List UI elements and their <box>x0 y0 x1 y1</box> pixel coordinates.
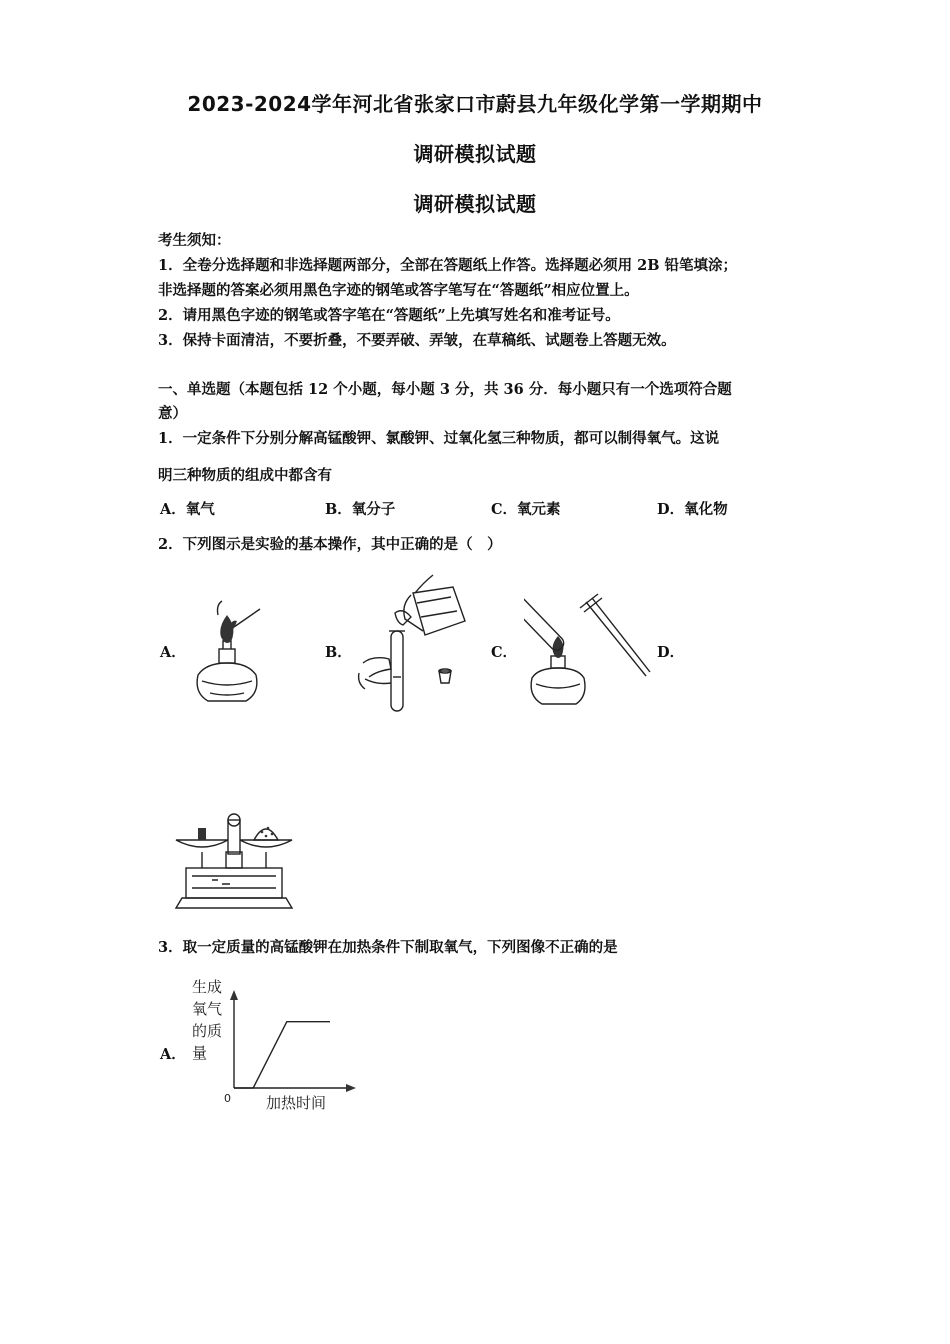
x-axis-label: 加热时间 <box>266 1094 327 1112</box>
q2-label-d: D． <box>657 644 685 661</box>
q1-stem: 1．一定条件下分别分解高锰酸钾、氯酸钾、过氧化氢三种物质，都可以制得氧气。这说 <box>158 430 720 447</box>
balance-scale-icon <box>172 812 296 912</box>
pouring-liquid-icon <box>353 573 473 718</box>
y-axis-label-line: 的质 <box>192 1022 223 1040</box>
q2-stem: 2．下列图示是实验的基本操作，其中正确的是（ ） <box>158 536 502 553</box>
notice-item-1a: 1．全卷分选择题和非选择题两部分，全部在答题纸上作答。选择题必须用 2B 铅笔填涂； <box>158 257 738 274</box>
q1-option-c: C．氧元素 <box>491 501 561 518</box>
q2-label-a: A． <box>160 644 186 661</box>
q1-option-b: B．氧分子 <box>325 501 396 518</box>
heating-test-tube-icon <box>524 592 654 717</box>
q1-stem-cont: 明三种物质的组成中都含有 <box>158 467 332 484</box>
q2-label-b: B． <box>325 644 352 661</box>
y-axis-label-line: 氧气 <box>192 1000 223 1018</box>
series-line <box>234 1022 330 1088</box>
q3-stem: 3．取一定质量的高锰酸钾在加热条件下制取氧气，下列图像不正确的是 <box>158 939 618 956</box>
section-heading-cont: 意） <box>158 405 187 422</box>
q1-option-a: A．氧气 <box>160 501 215 518</box>
q2-label-c: C． <box>491 644 518 661</box>
page-title: 2023-2024学年河北省张家口市蔚县九年级化学第一学期期中 <box>187 92 763 116</box>
y-axis-label-line: 量 <box>192 1044 208 1062</box>
notice-item-3: 3．保持卡面清洁，不要折叠，不要弄破、弄皱，在草稿纸、试题卷上答题无效。 <box>158 332 676 349</box>
y-axis-label-line: 生成 <box>192 978 223 996</box>
x-axis-arrow <box>346 1084 356 1092</box>
notice-heading: 考生须知： <box>158 232 231 249</box>
page-subtitle-repeat: 调研模拟试题 <box>413 192 537 216</box>
oxygen-mass-chart <box>180 968 370 1118</box>
alcohol-lamp-lighting-icon <box>188 597 268 709</box>
q1-option-d: D．氧化物 <box>657 501 728 518</box>
y-axis-arrow <box>230 990 238 1000</box>
page-subtitle: 调研模拟试题 <box>413 142 537 166</box>
q3-option-a: A． <box>160 1046 186 1063</box>
origin-label: 0 <box>224 1092 231 1105</box>
notice-item-1b: 非选择题的答案必须用黑色字迹的钢笔或答字笔写在“答题纸”相应位置上。 <box>158 282 639 299</box>
notice-item-2: 2．请用黑色字迹的钢笔或答字笔在“答题纸”上先填写姓名和准考证号。 <box>158 307 620 324</box>
section-heading: 一、单选题（本题包括 12 个小题，每小题 3 分，共 36 分．每小题只有一个选项符合题 <box>158 381 732 398</box>
